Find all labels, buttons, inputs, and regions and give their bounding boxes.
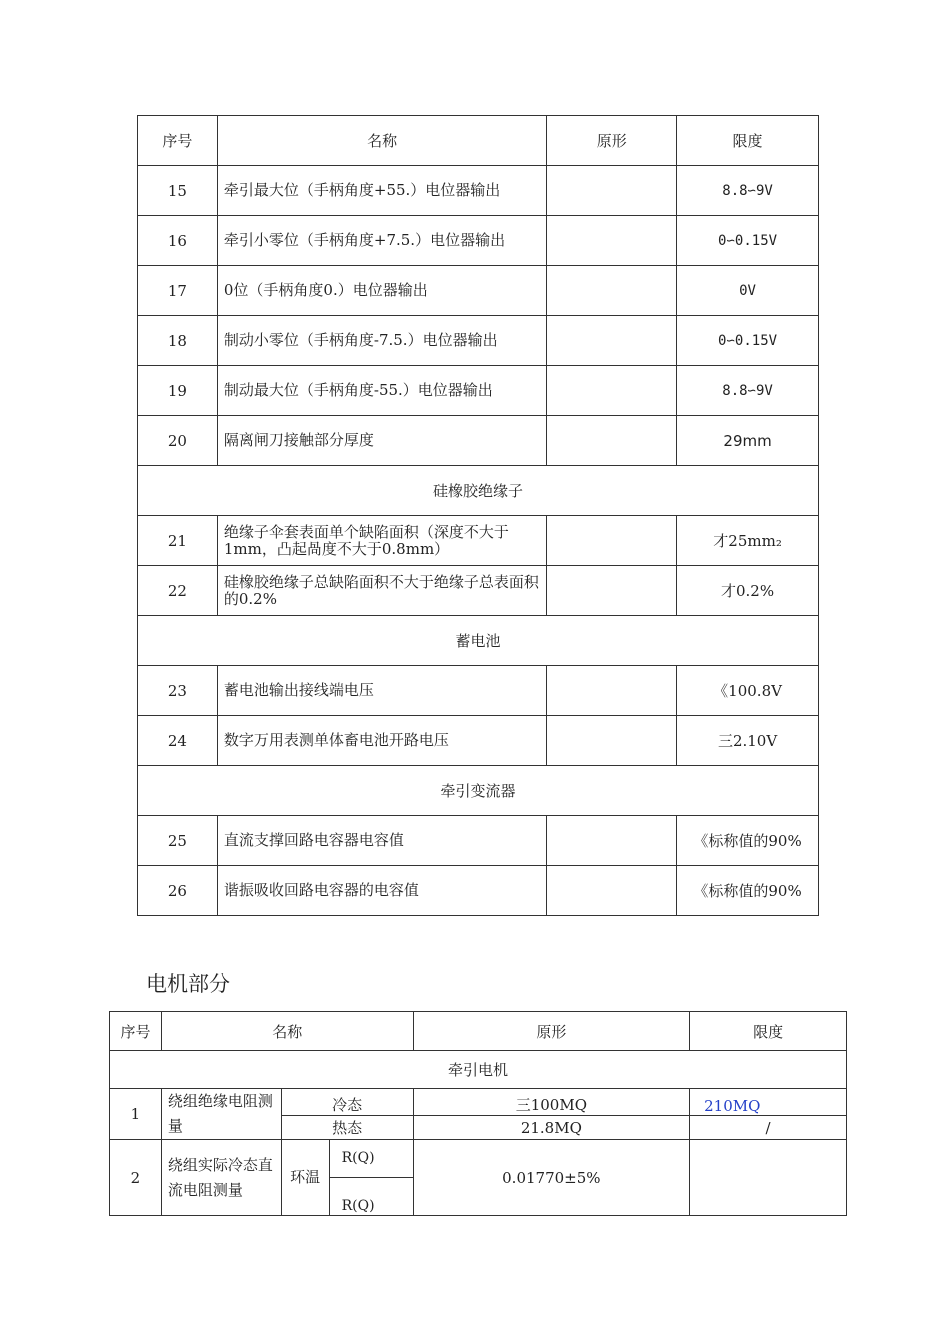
row-no: 25 <box>138 816 218 866</box>
header-name: 名称 <box>217 116 546 166</box>
header-limit: 限度 <box>690 1012 847 1051</box>
row-name: 绝缘子伞套表面单个缺陷面积（深度不大于1mm，凸起咼度不大于0.8mm） <box>217 516 546 566</box>
row-name: 直流支撑回路电容器电容值 <box>217 816 546 866</box>
header-no: 序号 <box>138 116 218 166</box>
row-original <box>547 166 677 216</box>
table-row <box>138 566 819 616</box>
row-limit: 三2.10V <box>677 716 819 766</box>
sub-hot: 热态 <box>281 1116 413 1140</box>
row-limit: 0∽0.15V <box>677 216 819 266</box>
row-no: 23 <box>138 666 218 716</box>
row-original <box>547 666 677 716</box>
section-row <box>138 616 819 666</box>
table-row <box>138 816 819 866</box>
row-no: 18 <box>138 316 218 366</box>
row-limit: 《标称值的90% <box>677 816 819 866</box>
resistance-label: R(Q) <box>329 1140 413 1178</box>
row-no: 19 <box>138 366 218 416</box>
header-limit: 限度 <box>677 116 819 166</box>
row-limit: 0∽0.15V <box>677 316 819 366</box>
row-name: 硅橡胶绝缘子总缺陷面积不大于绝缘子总表面积的0.2% <box>217 566 546 616</box>
row-no: 15 <box>138 166 218 216</box>
sub-cold: 冷态 <box>281 1089 413 1116</box>
row-no: 17 <box>138 266 218 316</box>
limit-cold: 210MQ <box>690 1089 847 1116</box>
table-header-row <box>110 1012 847 1051</box>
header-original: 原形 <box>547 116 677 166</box>
row-no: 26 <box>138 866 218 916</box>
row-no: 20 <box>138 416 218 466</box>
row-name: 谐振吸收回路电容器的电容值 <box>217 866 546 916</box>
parameter-table <box>137 115 819 916</box>
row-no: 22 <box>138 566 218 616</box>
row-name: 制动小零位（手柄角度-7.5.）电位器输出 <box>217 316 546 366</box>
row-limit: 《标称值的90% <box>677 866 819 916</box>
section-title-motor: 电机部分 <box>146 972 230 996</box>
row-limit: 0V <box>677 266 819 316</box>
row-original <box>547 216 677 266</box>
row-name: 牵引小零位（手柄角度+7.5.）电位器输出 <box>217 216 546 266</box>
section-row <box>138 466 819 516</box>
row-name: 蓄电池输出接线端电压 <box>217 666 546 716</box>
ambient-temp: 环温 <box>281 1140 329 1216</box>
row-name: 绕组绝缘电阻测量 <box>161 1089 281 1140</box>
table-row <box>138 666 819 716</box>
row-name: 牵引最大位（手柄角度+55.）电位器输出 <box>217 166 546 216</box>
row-original <box>547 566 677 616</box>
row-original <box>547 416 677 466</box>
section-insulator: 硅橡胶绝缘子 <box>138 466 819 516</box>
row-limit: 8.8∽9V <box>677 366 819 416</box>
header-original: 原形 <box>413 1012 690 1051</box>
row-name: 制动最大位（手柄角度-55.）电位器输出 <box>217 366 546 416</box>
row-original <box>547 266 677 316</box>
row-name: 数字万用表测单体畜电池开路电压 <box>217 716 546 766</box>
section-battery: 蓄电池 <box>138 616 819 666</box>
row-name: 绕组实际冷态直流电阻测量 <box>161 1140 281 1216</box>
row-no: 24 <box>138 716 218 766</box>
table-row <box>110 1089 847 1116</box>
row-no: 2 <box>110 1140 162 1216</box>
section-traction-motor: 牵引电机 <box>110 1051 847 1089</box>
limit-hot: / <box>690 1116 847 1140</box>
orig-cold: 三100MQ <box>413 1089 690 1116</box>
table-row <box>138 216 819 266</box>
row-limit: 《100.8V <box>677 666 819 716</box>
section-converter: 牵引变流器 <box>138 766 819 816</box>
row-original: 0.01770±5% <box>413 1140 690 1216</box>
table-row <box>138 366 819 416</box>
resistance-label: R(Q) <box>329 1178 413 1216</box>
row-name: 隔离闸刀接触部分厚度 <box>217 416 546 466</box>
row-original <box>547 316 677 366</box>
row-no: 21 <box>138 516 218 566</box>
table-row <box>138 416 819 466</box>
row-limit: 才0.2% <box>677 566 819 616</box>
motor-table <box>109 1011 847 1216</box>
row-name: 0位（手柄角度0.）电位器输出 <box>217 266 546 316</box>
header-name: 名称 <box>161 1012 413 1051</box>
table-row <box>138 166 819 216</box>
header-no: 序号 <box>110 1012 162 1051</box>
section-row <box>138 766 819 816</box>
row-limit: 29mm <box>677 416 819 466</box>
table-header-row <box>138 116 819 166</box>
row-limit <box>690 1140 847 1216</box>
row-original <box>547 716 677 766</box>
table-row <box>138 316 819 366</box>
table-row <box>138 516 819 566</box>
table-row <box>138 266 819 316</box>
row-original <box>547 366 677 416</box>
row-limit: 才25mm₂ <box>677 516 819 566</box>
row-original <box>547 816 677 866</box>
table-row <box>138 866 819 916</box>
row-limit: 8.8∽9V <box>677 166 819 216</box>
row-no: 1 <box>110 1089 162 1140</box>
orig-hot: 21.8MQ <box>413 1116 690 1140</box>
row-no: 16 <box>138 216 218 266</box>
row-original <box>547 866 677 916</box>
row-original <box>547 516 677 566</box>
table-row <box>110 1140 847 1178</box>
section-row <box>110 1051 847 1089</box>
table-row <box>138 716 819 766</box>
